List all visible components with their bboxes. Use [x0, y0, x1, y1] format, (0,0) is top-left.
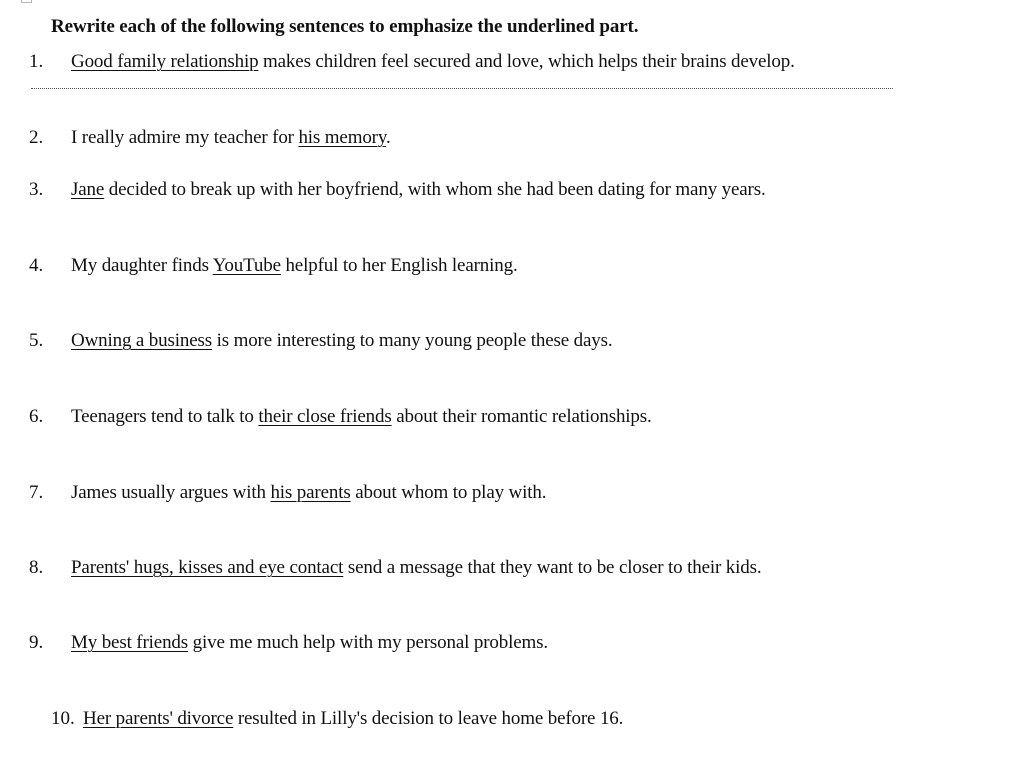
underlined-phrase: his memory [298, 127, 386, 148]
item-number: 4. [29, 255, 44, 276]
item-number: 5. [29, 330, 44, 351]
underlined-phrase: Good family relationship [71, 51, 259, 72]
underlined-phrase: Her parents' divorce [83, 708, 234, 729]
sentence-6 [71, 406, 652, 428]
sentence-text: Teenagers tend to talk to [71, 406, 259, 427]
sentence-text: James usually argues with [71, 482, 271, 503]
sentence-text: give me much help with my personal problems. [188, 632, 548, 653]
sentence-text: makes children feel secured and love, which helps their brains develop. [258, 51, 795, 72]
sentence-8 [71, 557, 761, 579]
sentence-2 [71, 127, 391, 149]
item-number: 3. [29, 179, 44, 200]
underlined-phrase: his parents [270, 482, 351, 503]
sentence-9 [71, 632, 548, 654]
sentence-text: . [385, 127, 391, 148]
item-number: 1. [29, 51, 44, 72]
sentence-4 [71, 255, 518, 277]
answer-line [31, 88, 893, 89]
sentence-text: I really admire my teacher for [71, 127, 299, 148]
sentence-text: is more interesting to many young people these days. [212, 330, 613, 351]
underlined-phrase: Jane [71, 179, 105, 200]
sentence-7 [71, 482, 546, 504]
underlined-phrase: My best friends [71, 632, 189, 653]
item-number: 7. [29, 482, 44, 503]
instruction-heading: Rewrite each of the following sentences to emphasize the underlined part. [51, 16, 639, 37]
underlined-phrase: Parents' hugs, kisses and eye contact [71, 557, 344, 578]
sentence-text: My daughter finds [71, 255, 213, 276]
item-number: 9. [29, 632, 44, 653]
item-number: 2. [29, 127, 44, 148]
sentence-text: resulted in Lilly's decision to leave home before 16. [233, 708, 624, 729]
underlined-phrase: YouTube [212, 255, 281, 276]
item-number: 8. [29, 557, 44, 578]
underlined-phrase: Owning a business [71, 330, 212, 351]
sentence-text: decided to break up with her boyfriend, with whom she had been dating for many years. [104, 179, 766, 200]
sentence-10 [83, 708, 623, 730]
sentence-text: helpful to her English learning. [280, 255, 518, 276]
item-number: 10. [51, 708, 75, 729]
sentence-text: send a message that they want to be closer to their kids. [343, 557, 762, 578]
sentence-3 [71, 179, 766, 201]
sentence-5 [71, 330, 612, 352]
sentence-1 [71, 51, 795, 73]
underlined-phrase: their close friends [258, 406, 392, 427]
checkbox-marker [21, 0, 32, 3]
sentence-text: about their romantic relationships. [391, 406, 652, 427]
sentence-text: about whom to play with. [350, 482, 547, 503]
item-number: 6. [29, 406, 44, 427]
